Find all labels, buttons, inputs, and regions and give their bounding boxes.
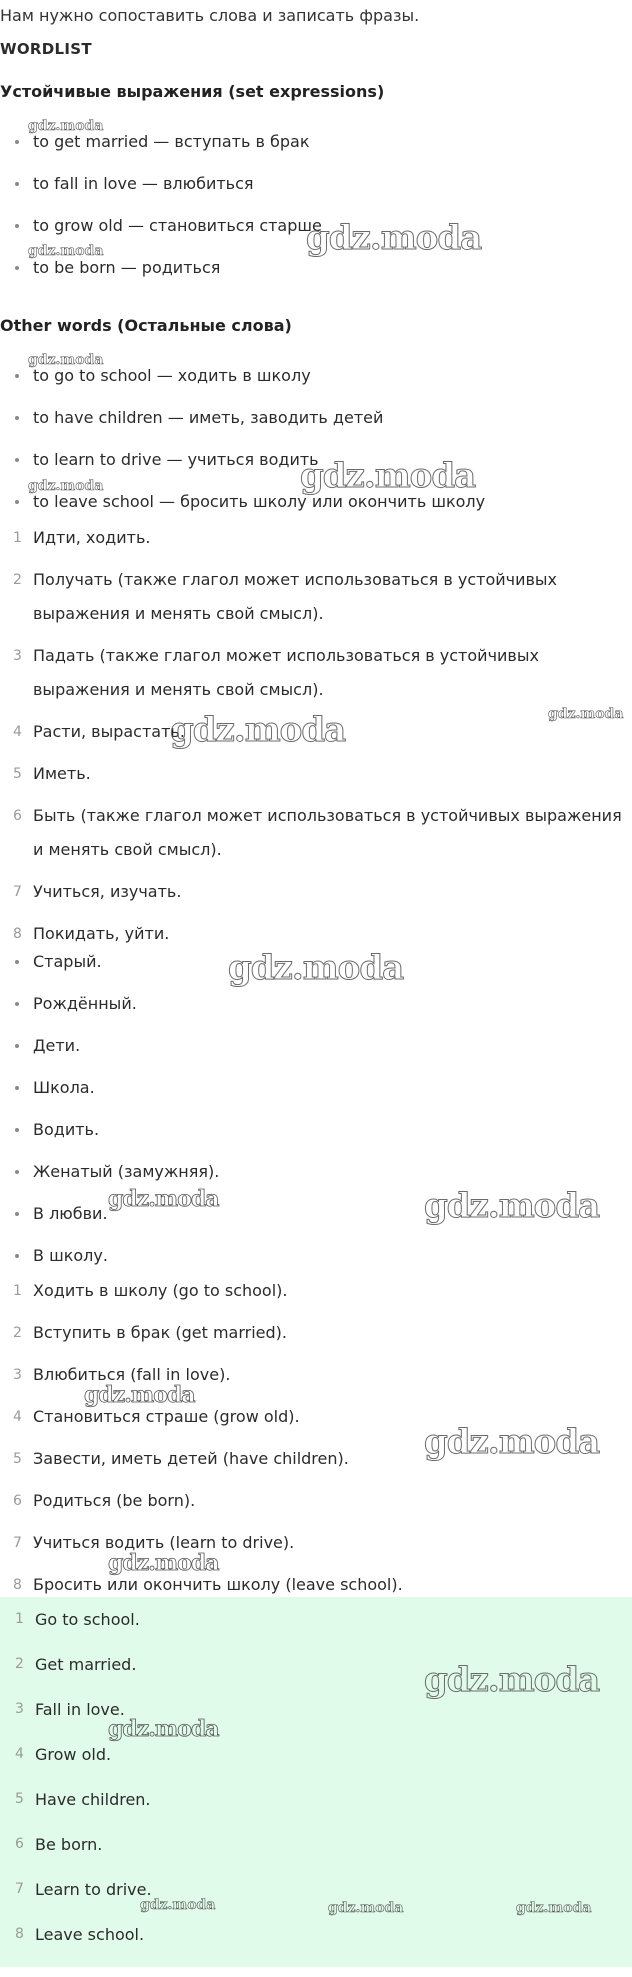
list-item: В любви. <box>0 1193 632 1235</box>
item-text: Получать (также глагол может использоваться в устойчивых выражения и менять свой смысл). <box>33 570 558 623</box>
item-number: 1 <box>15 1611 24 1627</box>
item-number: 2 <box>15 1656 24 1672</box>
item-number: 1 <box>13 1283 22 1299</box>
watermark: gdz.moda <box>300 456 476 496</box>
item-text: Go to school. <box>35 1610 140 1629</box>
watermark: gdz.moda <box>516 1900 592 1916</box>
item-text: Learn to drive. <box>35 1880 152 1899</box>
watermark: gdz.moda <box>140 1897 216 1913</box>
list-item: Дети. <box>0 1025 632 1067</box>
list-item: to leave school — бросить школу или окончить школу <box>0 481 632 523</box>
item-number: 1 <box>13 530 22 546</box>
list-item: to fall in love — влюбиться <box>0 163 632 205</box>
intro-text: Нам нужно сопоставить слова и записать фразы. <box>0 6 420 25</box>
watermark: gdz.moda <box>424 1660 600 1700</box>
watermark: gdz.moda <box>28 478 104 494</box>
item-number: 4 <box>13 724 22 740</box>
item-text: Влюбиться (fall in love). <box>33 1365 231 1384</box>
item-text: Бросить или окончить школу (leave school). <box>33 1575 403 1594</box>
list-item: Школа. <box>0 1067 632 1109</box>
list-item: to go to school — ходить в школу <box>0 355 632 397</box>
list-item: В школу. <box>0 1235 632 1277</box>
list-item <box>0 635 632 711</box>
item-text: Вступить в брак (get married). <box>33 1323 287 1342</box>
list-item <box>0 1312 632 1354</box>
list-item <box>0 1777 632 1822</box>
other-words-list <box>0 355 632 523</box>
item-number: 3 <box>15 1701 24 1717</box>
list-item: Женатый (замужняя). <box>0 1151 632 1193</box>
item-number: 6 <box>13 1493 22 1509</box>
item-text: Падать (также глагол может использоваться в устойчивых выражения и менять свой смысл). <box>33 646 539 699</box>
list-item: to get married — вступать в брак <box>0 121 632 163</box>
list-item <box>0 1597 632 1642</box>
watermark: gdz.moda <box>328 1900 404 1916</box>
item-text: Иметь. <box>33 764 91 783</box>
item-text: Учиться водить (learn to drive). <box>33 1533 295 1552</box>
item-text: Ходить в школу (go to school). <box>33 1281 288 1300</box>
set-expressions-heading: Устойчивые выражения (set expressions) <box>0 82 385 101</box>
item-text: Grow old. <box>35 1745 112 1764</box>
watermark: gdz.moda <box>84 1382 195 1408</box>
watermark: gdz.moda <box>228 948 404 988</box>
list-item <box>0 1480 632 1522</box>
other-words-heading: Other words (Остальные слова) <box>0 316 292 335</box>
item-number: 7 <box>13 884 22 900</box>
item-number: 6 <box>15 1836 24 1852</box>
list-item <box>0 871 632 913</box>
item-number: 8 <box>13 926 22 942</box>
item-number: 2 <box>13 1325 22 1341</box>
list-item: to have children — иметь, заводить детей <box>0 397 632 439</box>
item-text: Быть (также глагол может использоваться в устойчивых выражения и менять свой смысл). <box>33 806 622 859</box>
watermark: gdz.moda <box>306 218 482 258</box>
set-expressions-list <box>0 121 632 289</box>
list-item <box>0 559 632 635</box>
list-item <box>0 517 632 559</box>
watermark: gdz.moda <box>108 1716 219 1742</box>
list-item <box>0 795 632 871</box>
item-text: Have children. <box>35 1790 151 1809</box>
item-number: 4 <box>13 1409 22 1425</box>
watermark: gdz.moda <box>28 243 104 259</box>
item-text: Расти, вырастать. <box>33 722 185 741</box>
item-text: Становиться страше (grow old). <box>33 1407 300 1426</box>
item-text: Идти, ходить. <box>33 528 151 547</box>
nouns-list <box>0 941 632 1277</box>
item-number: 7 <box>13 1535 22 1551</box>
item-number: 5 <box>13 766 22 782</box>
item-text: Завести, иметь детей (have children). <box>33 1449 349 1468</box>
item-text: Get married. <box>35 1655 137 1674</box>
item-number: 7 <box>15 1881 24 1897</box>
item-number: 5 <box>13 1451 22 1467</box>
item-text: Leave school. <box>35 1925 145 1944</box>
item-number: 4 <box>15 1746 24 1762</box>
item-number: 3 <box>13 1367 22 1383</box>
watermark: gdz.moda <box>108 1186 219 1212</box>
item-number: 2 <box>13 572 22 588</box>
list-item: to grow old — становиться старше <box>0 205 632 247</box>
item-number: 3 <box>13 648 22 664</box>
watermark: gdz.moda <box>424 1186 600 1226</box>
watermark: gdz.moda <box>424 1422 600 1462</box>
list-item <box>0 1522 632 1564</box>
item-text: Учиться, изучать. <box>33 882 182 901</box>
watermark: gdz.moda <box>548 706 624 722</box>
list-item <box>0 1270 632 1312</box>
item-number: 5 <box>15 1791 24 1807</box>
item-text: Be born. <box>35 1835 103 1854</box>
item-text: Родиться (be born). <box>33 1491 196 1510</box>
list-item <box>0 1732 632 1777</box>
item-number: 6 <box>13 808 22 824</box>
list-item: Водить. <box>0 1109 632 1151</box>
item-number: 8 <box>13 1577 22 1593</box>
watermark: gdz.moda <box>28 118 104 134</box>
list-item <box>0 1822 632 1867</box>
list-item: to be born — родиться <box>0 247 632 289</box>
watermark: gdz.moda <box>108 1550 219 1576</box>
list-item <box>0 1912 632 1957</box>
watermark: gdz.moda <box>28 352 104 368</box>
item-text: Fall in love. <box>35 1700 125 1719</box>
list-item: to learn to drive — учиться водить <box>0 439 632 481</box>
list-item: Старый. <box>0 941 632 983</box>
list-item: Рождённый. <box>0 983 632 1025</box>
item-text: Покидать, уйти. <box>33 924 170 943</box>
list-item <box>0 753 632 795</box>
item-number: 8 <box>15 1926 24 1942</box>
watermark: gdz.moda <box>170 710 346 750</box>
wordlist-heading: WORDLIST <box>0 40 92 58</box>
